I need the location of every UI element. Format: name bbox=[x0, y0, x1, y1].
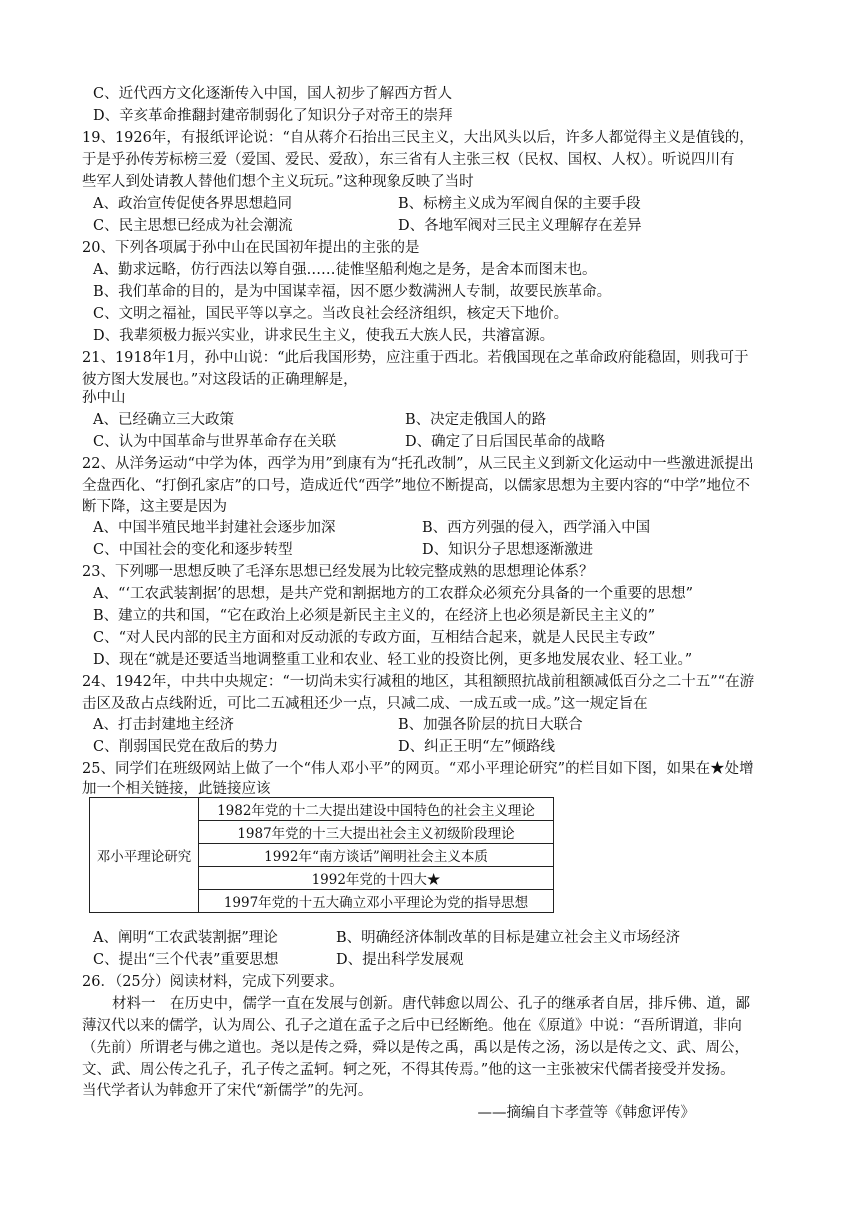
table-row: 1987年党的十三大提出社会主义初级阶段理论 bbox=[199, 821, 554, 844]
q23-option-c: C、“对人民内部的民主方面和对反动派的专政方面，互相结合起来，就是人民民主专政” bbox=[93, 630, 656, 646]
q21-stem-line3: 孙中山 bbox=[82, 390, 126, 406]
q19-option-b: B、标榜主义成为军阀自保的主要手段 bbox=[398, 196, 641, 212]
material-1-line3: （先前）所谓老与佛之道也。尧以是传之舜，舜以是传之禹，禹以是传之汤，汤以是传之文、武、周公， bbox=[82, 1040, 749, 1056]
q23-option-d: D、现在“就是还要适当地调整重工业和农业、轻工业的投资比例，更多地发展农业、轻工业。” bbox=[93, 652, 693, 668]
q22-option-c: C、中国社会的变化和逐步转型 bbox=[93, 542, 293, 558]
q19-stem-line3: 些军人到处请教人替他们想个主义玩玩。”这种现象反映了当时 bbox=[82, 174, 474, 190]
table-row: 1992年党的十四大★ bbox=[199, 867, 554, 890]
q24-option-c: C、削弱国民党在敌后的势力 bbox=[93, 739, 279, 755]
q18-option-d: D、辛亥革命推翻封建帝制弱化了知识分子对帝王的崇拜 bbox=[93, 108, 453, 124]
q19-option-d: D、各地军阀对三民主义理解存在差异 bbox=[398, 218, 642, 234]
q24-stem-line2: 击区及敌占点线附近，可比二五减租还少一点，只减二成、一成五或一成。”这一规定旨在 bbox=[82, 696, 648, 712]
q23-option-b: B、建立的共和国，“它在政治上必须是新民主主义的，在经济上也必须是新民主主义的” bbox=[93, 608, 655, 624]
q21-option-b: B、决定走俄国人的路 bbox=[405, 412, 547, 428]
q19-stem-line2: 于是乎孙传芳标榜三爱（爱国、爱民、爱敌），东三省有人主张三权（民权、国权、人权）。听说四川有 bbox=[82, 152, 735, 168]
q22-option-d: D、知识分子思想逐渐激进 bbox=[422, 542, 594, 558]
q24-option-d: D、纠正王明“左”倾路线 bbox=[398, 739, 555, 755]
q20-option-d: D、我辈须极力振兴实业，讲求民生主义，使我五大族人民，共濬富源。 bbox=[93, 328, 555, 344]
q21-option-c: C、认为中国革命与世界革命存在关联 bbox=[93, 434, 337, 450]
q20-stem: 20、下列各项属于孙中山在民国初年提出的主张的是 bbox=[82, 240, 420, 256]
q24-stem-line1: 24、1942年，中共中央规定：“一切尚未实行减租的地区，其租额照抗战前租额减低百分之二十五”“在游 bbox=[82, 674, 755, 690]
q20-option-a: A、勤求远略，仿行西法以筹自强……徒惟坚船利炮之是务，是舍本而图末也。 bbox=[93, 262, 597, 278]
q24-option-b: B、加强各阶层的抗日大联合 bbox=[398, 717, 583, 733]
q22-option-b: B、西方列强的侵入，西学涌入中国 bbox=[422, 520, 651, 536]
material-1-source: ——摘编自卞孝萱等《韩愈评传》 bbox=[477, 1105, 695, 1121]
q25-option-a: A、阐明“工农武装割据”理论 bbox=[93, 930, 278, 946]
material-1-line1: 材料一 在历史中，儒学一直在发展与创新。唐代韩愈以周公、孔子的继承者自居，排斥佛、道，鄙 bbox=[112, 996, 750, 1012]
q21-option-a: A、已经确立三大政策 bbox=[93, 412, 234, 428]
q25-option-c: C、提出“三个代表”重要思想 bbox=[93, 952, 279, 968]
q25-stem-line2: 加一个相关链接，此链接应该 bbox=[82, 781, 271, 797]
q20-option-b: B、我们革命的目的，是为中国谋幸福，因不愿少数满洲人专制，故要民族革命。 bbox=[93, 284, 612, 300]
q25-stem-line1: 25、同学们在班级网站上做了一个“伟人邓小平”的网页。“邓小平理论研究”的栏目如下图，如果在★处增 bbox=[82, 761, 754, 777]
q19-stem-line1: 19、1926年，有报纸评论说：“自从蒋介石抬出三民主义，大出风头以后，许多人都觉得主义是值钱的， bbox=[82, 130, 754, 146]
table-row-header: 邓小平理论研究 bbox=[90, 798, 199, 913]
q23-stem: 23、下列哪一思想反映了毛泽东思想已经发展为比较完整成熟的思想理论体系？ bbox=[82, 564, 594, 580]
q22-stem-line3: 断下降，这主要是因为 bbox=[82, 499, 227, 515]
deng-theory-table bbox=[89, 797, 554, 913]
table-row: 1992年“南方谈话”阐明社会主义本质 bbox=[199, 844, 554, 867]
q21-option-d: D、确定了日后国民革命的战略 bbox=[405, 434, 606, 450]
material-1-line5: 当代学者认为韩愈开了宋代“新儒学”的先河。 bbox=[82, 1083, 373, 1099]
q18-option-c: C、近代西方文化逐渐传入中国，国人初步了解西方哲人 bbox=[93, 86, 453, 102]
q22-stem-line1: 22、从洋务运动“中学为体，西学为用”到康有为“托孔改制”，从三民主义到新文化运动中一些激进派提出 bbox=[82, 456, 754, 472]
q23-option-a: A、“‘工农武装割据’的思想，是共产党和割据地方的工农群众必须充分具备的一个重要的思想” bbox=[93, 586, 694, 602]
q20-option-c: C、文明之福祉，国民平等以享之。当改良社会经济组织，核定天下地价。 bbox=[93, 306, 569, 322]
q26-stem: 26．（25分）阅读材料，完成下列要求。 bbox=[82, 974, 344, 990]
q25-option-d: D、提出科学发展观 bbox=[336, 952, 464, 968]
q22-stem-line2: 全盘西化、“打倒孔家店”的口号，造成近代“西学”地位不断提高，以儒家思想为主要内容的“中学”地位不 bbox=[82, 478, 750, 494]
table-row: 1997年党的十五大确立邓小平理论为党的指导思想 bbox=[199, 890, 554, 913]
material-1-line4: 文、武、周公传之孔子，孔子传之孟轲。轲之死，不得其传焉。”他的这一主张被宋代儒者接受并发扬。 bbox=[82, 1062, 735, 1078]
q25-option-b: B、明确经济体制改革的目标是建立社会主义市场经济 bbox=[336, 930, 681, 946]
material-1-line2: 薄汉代以来的儒学，认为周公、孔子之道在孟子之后中已经断绝。他在《原道》中说：“吾所谓道，非向 bbox=[82, 1018, 742, 1034]
q21-stem-line2: 彼方图大发展也。”对这段话的正确理解是， bbox=[82, 372, 358, 388]
q19-option-a: A、政治宣传促使各界思想趋同 bbox=[93, 196, 292, 212]
q19-option-c: C、民主思想已经成为社会潮流 bbox=[93, 218, 293, 234]
q21-stem-line1: 21、1918年1月，孙中山说：“此后我国形势，应注重于西北。若俄国现在之革命政府能稳固，则我可于 bbox=[82, 350, 749, 366]
table-row: 1982年党的十二大提出建设中国特色的社会主义理论 bbox=[199, 798, 554, 821]
q22-option-a: A、中国半殖民地半封建社会逐步加深 bbox=[93, 520, 336, 536]
q24-option-a: A、打击封建地主经济 bbox=[93, 717, 234, 733]
